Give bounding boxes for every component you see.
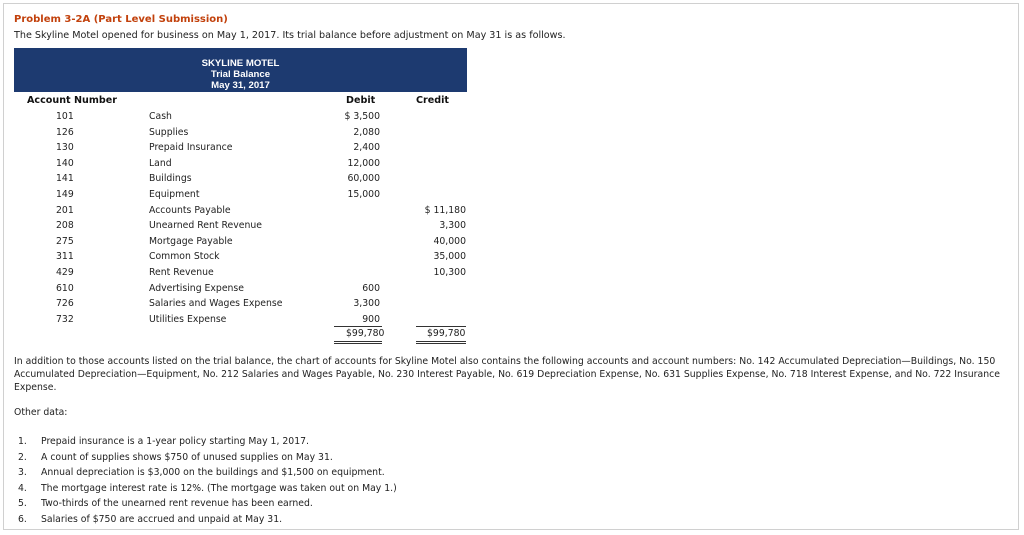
credit-amount: 40,000 [433, 235, 466, 247]
list-item-number: 4. [18, 482, 27, 494]
table-row [4, 205, 474, 220]
table-row [4, 251, 474, 266]
list-item-text: Two-thirds of the unearned rent revenue has been earned. [41, 498, 313, 509]
problem-title: Problem 3-2A (Part Level Submission) [14, 14, 228, 25]
account-number: 208 [56, 220, 74, 232]
credit-double-rule [416, 341, 466, 344]
other-data-label: Other data: [14, 407, 68, 418]
account-name: Rent Revenue [149, 267, 214, 278]
list-item-text: The mortgage interest rate is 12%. (The mortgage was taken out on May 1.) [41, 482, 397, 494]
account-name: Mortgage Payable [149, 235, 233, 247]
account-number: 130 [56, 142, 74, 154]
table-row [4, 173, 474, 188]
account-name: Accounts Payable [149, 204, 231, 216]
account-name: Advertising Expense [149, 282, 244, 294]
table-row [4, 236, 474, 251]
debit-amount: 2,080 [353, 126, 380, 138]
table-row [4, 220, 474, 235]
table-row [4, 267, 474, 282]
statement-date: May 31, 2017 [211, 80, 270, 91]
list-item-number: 1. [18, 436, 27, 447]
table-row [4, 314, 474, 329]
account-name: Utilities Expense [149, 313, 227, 325]
table-row [4, 127, 474, 142]
account-number: 126 [56, 126, 74, 138]
list-item-text: A count of supplies shows $750 of unused supplies on May 31. [41, 451, 333, 463]
account-number: 141 [56, 173, 74, 185]
credit-total: $99,780 [427, 328, 466, 339]
debit-amount: 2,400 [353, 142, 380, 154]
credit-amount: 35,000 [433, 251, 466, 263]
credit-header: Credit [416, 95, 450, 106]
list-item-text: Prepaid insurance is a 1-year policy starting May 1, 2017. [41, 436, 309, 447]
account-number: 311 [56, 251, 74, 263]
additional-accounts-paragraph: In addition to those accounts listed on the trial balance, the chart of accounts for Skyline Motel also contains the following accounts and account numbers: No. 142 Accumulated Depreciation—Buildings, No. 150 Accumulated Depreciation—Equipment, No. 212 Salaries and Wages Payable, No. 230 Interest Payable, No. 619 Depreciation Expense, No. 631 Supplies Expense, No. 718 Interest Expense, and No. 722 Insurance Expense. [14, 356, 1000, 393]
list-item-text: Annual depreciation is $3,000 on the buildings and $1,500 on equipment. [41, 467, 385, 478]
problem-panel [3, 3, 1019, 530]
account-name: Cash [149, 111, 172, 122]
account-number: 140 [56, 157, 74, 169]
account-number: 726 [56, 298, 74, 310]
table-row [4, 111, 474, 126]
debit-total: $99,780 [346, 328, 385, 339]
debit-header: Debit [346, 95, 376, 106]
account-name: Salaries and Wages Expense [149, 298, 283, 310]
account-name: Prepaid Insurance [149, 142, 233, 154]
problem-intro: The Skyline Motel opened for business on May 1, 2017. Its trial balance before adjustment on May 31 is as follows. [14, 30, 566, 41]
debit-amount: $ 3,500 [344, 111, 380, 122]
debit-amount: 12,000 [347, 157, 380, 169]
debit-amount: 3,300 [353, 298, 380, 310]
account-number: 201 [56, 204, 74, 216]
list-item-number: 5. [18, 498, 27, 509]
account-name: Land [149, 157, 172, 169]
list-item-number: 3. [18, 467, 27, 478]
debit-amount: 15,000 [347, 189, 380, 200]
table-row [4, 142, 474, 157]
account-number: 610 [56, 282, 74, 294]
debit-amount: 600 [362, 282, 380, 294]
account-name: Equipment [149, 189, 200, 200]
account-number: 149 [56, 189, 74, 200]
account-name: Buildings [149, 173, 192, 185]
debit-amount: 60,000 [347, 173, 380, 185]
account-number: 275 [56, 235, 74, 247]
account-number: 732 [56, 313, 74, 325]
credit-amount: 3,300 [439, 220, 466, 232]
company-name: SKYLINE MOTEL [201, 58, 280, 69]
account-number: 429 [56, 267, 74, 278]
debit-double-rule [334, 341, 382, 344]
account-name: Supplies [149, 126, 189, 138]
list-item-number: 6. [18, 513, 27, 525]
account-number-header: Account Number [27, 95, 117, 106]
table-row [4, 298, 474, 313]
debit-amount: 900 [362, 313, 380, 325]
account-name: Common Stock [149, 251, 220, 263]
table-row [4, 158, 474, 173]
account-number: 101 [56, 111, 74, 122]
table-row [4, 283, 474, 298]
list-item-text: Salaries of $750 are accrued and unpaid at May 31. [41, 513, 283, 525]
statement-name: Trial Balance [210, 69, 271, 80]
list-item-number: 2. [18, 451, 27, 463]
credit-amount: $ 11,180 [424, 204, 466, 216]
trial-balance-header [14, 48, 467, 92]
account-name: Unearned Rent Revenue [149, 220, 262, 232]
credit-amount: 10,300 [433, 267, 466, 278]
table-row [4, 189, 474, 204]
